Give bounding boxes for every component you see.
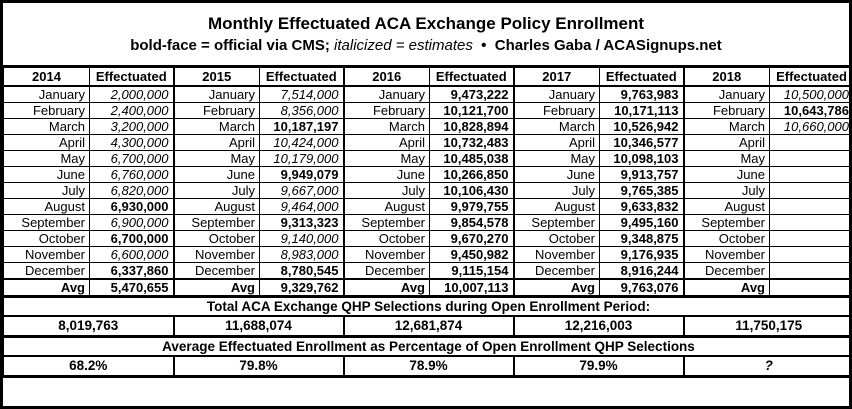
month-cell: September — [174, 214, 260, 230]
month-cell: March — [514, 118, 600, 134]
credit-text: Charles Gaba / ACASignups.net — [494, 37, 722, 54]
value-cell: 9,450,982 — [430, 246, 514, 262]
table-row — [4, 150, 852, 166]
value-cell — [770, 214, 852, 230]
month-cell: July — [514, 182, 600, 198]
month-cell: February — [174, 102, 260, 118]
month-cell: January — [684, 86, 770, 103]
month-cell: October — [514, 230, 600, 246]
enrollment-table — [3, 67, 852, 378]
value-cell: 9,176,935 — [600, 246, 684, 262]
month-cell: March — [684, 118, 770, 134]
avg-value-cell: 5,470,655 — [90, 279, 174, 297]
value-cell: 6,337,860 — [90, 262, 174, 279]
avg-label-cell: Avg — [344, 279, 430, 297]
month-cell: July — [4, 182, 90, 198]
month-cell: February — [684, 102, 770, 118]
total-value-cell: 11,750,175 — [684, 316, 852, 336]
month-cell: September — [344, 214, 430, 230]
value-cell: 9,633,832 — [600, 198, 684, 214]
value-cell: 8,916,244 — [600, 262, 684, 279]
effectuated-header: Effectuated — [430, 68, 514, 86]
month-cell: May — [684, 150, 770, 166]
month-cell: March — [344, 118, 430, 134]
year-header: 2016 — [344, 68, 430, 86]
month-cell: January — [514, 86, 600, 103]
month-cell: June — [174, 166, 260, 182]
value-cell: 9,115,154 — [430, 262, 514, 279]
month-cell: April — [344, 134, 430, 150]
value-cell — [770, 166, 852, 182]
year-header: 2018 — [684, 68, 770, 86]
month-cell: June — [4, 166, 90, 182]
month-cell: October — [344, 230, 430, 246]
table-row — [4, 198, 852, 214]
value-cell: 9,348,875 — [600, 230, 684, 246]
table-row — [4, 230, 852, 246]
value-cell: 10,098,103 — [600, 150, 684, 166]
value-cell — [770, 150, 852, 166]
month-cell: August — [4, 198, 90, 214]
month-cell: October — [684, 230, 770, 246]
table-row — [4, 86, 852, 103]
effectuated-header: Effectuated — [770, 68, 852, 86]
month-cell: December — [174, 262, 260, 279]
month-cell: June — [344, 166, 430, 182]
month-cell: November — [174, 246, 260, 262]
value-cell: 10,187,197 — [260, 118, 344, 134]
avg-value-cell — [770, 279, 852, 297]
value-cell: 8,780,545 — [260, 262, 344, 279]
month-cell: October — [174, 230, 260, 246]
value-cell: 10,121,700 — [430, 102, 514, 118]
value-cell: 9,670,270 — [430, 230, 514, 246]
value-cell: 10,526,942 — [600, 118, 684, 134]
total-value-cell: 12,681,874 — [344, 316, 514, 336]
month-cell: September — [684, 214, 770, 230]
month-cell: May — [514, 150, 600, 166]
month-cell: August — [514, 198, 600, 214]
month-cell: December — [344, 262, 430, 279]
month-cell: November — [344, 246, 430, 262]
value-cell: 6,700,000 — [90, 150, 174, 166]
value-cell: 6,760,000 — [90, 166, 174, 182]
value-cell: 10,179,000 — [260, 150, 344, 166]
percentages-heading: Average Effectuated Enrollment as Percentage of Open Enrollment QHP Selections — [4, 336, 852, 356]
value-cell: 6,700,000 — [90, 230, 174, 246]
month-cell: September — [514, 214, 600, 230]
month-cell: March — [4, 118, 90, 134]
month-cell: November — [514, 246, 600, 262]
percentages-heading-row — [4, 336, 852, 356]
avg-value-cell: 9,763,076 — [600, 279, 684, 297]
value-cell — [770, 246, 852, 262]
value-cell: 9,313,323 — [260, 214, 344, 230]
legend-estimates-label: italicized = estimates — [334, 37, 473, 54]
value-cell: 10,828,894 — [430, 118, 514, 134]
value-cell: 9,765,385 — [600, 182, 684, 198]
table-header-row — [4, 68, 852, 86]
value-cell — [770, 134, 852, 150]
effectuated-header: Effectuated — [90, 68, 174, 86]
value-cell: 9,763,983 — [600, 86, 684, 103]
value-cell: 10,171,113 — [600, 102, 684, 118]
month-cell: May — [174, 150, 260, 166]
month-cell: January — [344, 86, 430, 103]
month-cell: April — [514, 134, 600, 150]
legend-official-label: bold-face = official via CMS; — [130, 37, 330, 54]
value-cell: 9,140,000 — [260, 230, 344, 246]
table-row — [4, 118, 852, 134]
month-cell: April — [4, 134, 90, 150]
value-cell: 9,913,757 — [600, 166, 684, 182]
month-cell: February — [4, 102, 90, 118]
value-cell: 9,667,000 — [260, 182, 344, 198]
value-cell: 10,643,786 — [770, 102, 852, 118]
value-cell: 9,854,578 — [430, 214, 514, 230]
bullet-separator: • — [481, 37, 487, 54]
report-header — [3, 3, 849, 67]
value-cell: 9,464,000 — [260, 198, 344, 214]
value-cell: 9,495,160 — [600, 214, 684, 230]
value-cell: 6,820,000 — [90, 182, 174, 198]
value-cell — [770, 198, 852, 214]
value-cell — [770, 182, 852, 198]
table-row — [4, 166, 852, 182]
month-cell: October — [4, 230, 90, 246]
total-value-cell: 12,216,003 — [514, 316, 684, 336]
year-header: 2017 — [514, 68, 600, 86]
percentage-value-cell: 78.9% — [344, 356, 514, 376]
month-cell: December — [4, 262, 90, 279]
year-header: 2014 — [4, 68, 90, 86]
page-title: Monthly Effectuated ACA Exchange Policy Enrollment — [207, 14, 645, 33]
average-row — [4, 279, 852, 297]
value-cell: 10,732,483 — [430, 134, 514, 150]
table-row — [4, 246, 852, 262]
month-cell: April — [684, 134, 770, 150]
month-cell: May — [344, 150, 430, 166]
percentage-value-cell: 68.2% — [4, 356, 174, 376]
month-cell: May — [4, 150, 90, 166]
table-row — [4, 214, 852, 230]
month-cell: June — [514, 166, 600, 182]
value-cell: 10,266,850 — [430, 166, 514, 182]
month-cell: August — [174, 198, 260, 214]
value-cell — [770, 262, 852, 279]
totals-heading-row — [4, 296, 852, 316]
percentage-value-cell: 79.8% — [174, 356, 344, 376]
value-cell: 9,473,222 — [430, 86, 514, 103]
month-cell: February — [514, 102, 600, 118]
avg-value-cell: 9,329,762 — [260, 279, 344, 297]
value-cell — [770, 230, 852, 246]
month-cell: July — [344, 182, 430, 198]
percentage-value-cell: 79.9% — [514, 356, 684, 376]
value-cell: 8,356,000 — [260, 102, 344, 118]
month-cell: September — [4, 214, 90, 230]
month-cell: November — [684, 246, 770, 262]
value-cell: 10,106,430 — [430, 182, 514, 198]
month-cell: July — [684, 182, 770, 198]
value-cell: 10,424,000 — [260, 134, 344, 150]
month-cell: June — [684, 166, 770, 182]
value-cell: 9,979,755 — [430, 198, 514, 214]
avg-label-cell: Avg — [514, 279, 600, 297]
table-row — [4, 102, 852, 118]
month-cell: December — [684, 262, 770, 279]
year-header: 2015 — [174, 68, 260, 86]
report-subtitle — [130, 37, 722, 54]
month-cell: December — [514, 262, 600, 279]
total-value-cell: 11,688,074 — [174, 316, 344, 336]
value-cell: 3,200,000 — [90, 118, 174, 134]
value-cell: 10,660,000 — [770, 118, 852, 134]
effectuated-header: Effectuated — [600, 68, 684, 86]
value-cell: 6,930,000 — [90, 198, 174, 214]
table-row — [4, 262, 852, 279]
table-row — [4, 182, 852, 198]
value-cell: 8,983,000 — [260, 246, 344, 262]
avg-label-cell: Avg — [174, 279, 260, 297]
month-cell: April — [174, 134, 260, 150]
month-cell: July — [174, 182, 260, 198]
totals-heading: Total ACA Exchange QHP Selections during Open Enrollment Period: — [4, 296, 852, 316]
month-cell: January — [4, 86, 90, 103]
avg-value-cell: 10,007,113 — [430, 279, 514, 297]
value-cell: 10,346,577 — [600, 134, 684, 150]
total-value-cell: 8,019,763 — [4, 316, 174, 336]
value-cell: 9,949,079 — [260, 166, 344, 182]
month-cell: February — [344, 102, 430, 118]
value-cell: 2,000,000 — [90, 86, 174, 103]
percentage-value-cell: ? — [684, 356, 852, 376]
value-cell: 7,514,000 — [260, 86, 344, 103]
month-cell: March — [174, 118, 260, 134]
value-cell: 10,485,038 — [430, 150, 514, 166]
month-cell: January — [174, 86, 260, 103]
value-cell: 4,300,000 — [90, 134, 174, 150]
avg-label-cell: Avg — [4, 279, 90, 297]
month-cell: August — [684, 198, 770, 214]
value-cell: 6,900,000 — [90, 214, 174, 230]
table-row — [4, 134, 852, 150]
month-cell: August — [344, 198, 430, 214]
value-cell: 6,600,000 — [90, 246, 174, 262]
effectuated-header: Effectuated — [260, 68, 344, 86]
month-cell: November — [4, 246, 90, 262]
value-cell: 2,400,000 — [90, 102, 174, 118]
totals-row — [4, 316, 852, 336]
percentages-row — [4, 356, 852, 376]
value-cell: 10,500,000 — [770, 86, 852, 103]
avg-label-cell: Avg — [684, 279, 770, 297]
